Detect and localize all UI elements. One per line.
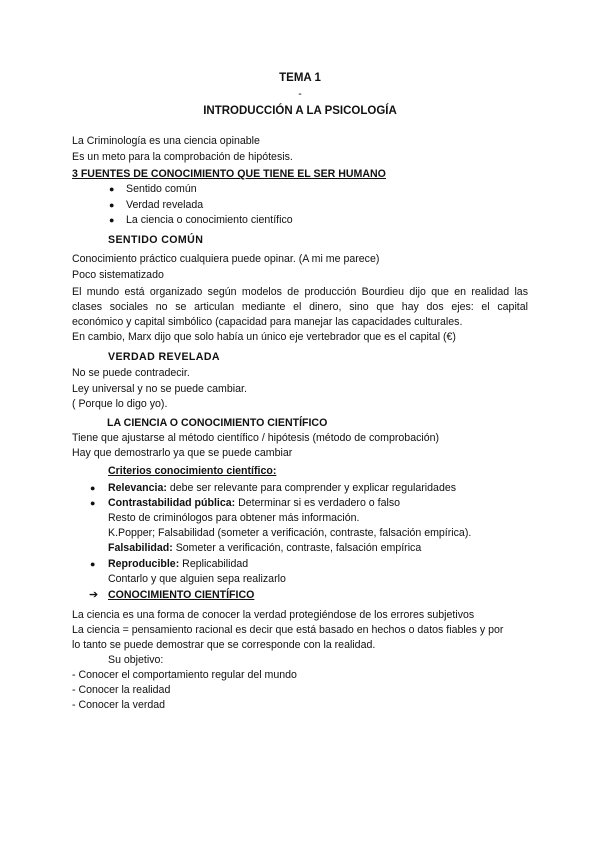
term-label: Relevancia: <box>108 482 167 494</box>
intro-line: Es un meto para la comprobación de hipótesis. <box>72 151 293 163</box>
term-text: Determinar si es verdadero o falso <box>235 497 401 509</box>
objetivo-label: Su objetivo: <box>108 654 164 666</box>
ciencia-heading: LA CIENCIA O CONOCIMIENTO CIENTÍFICO <box>107 417 328 429</box>
bullet-icon: ● <box>90 559 96 569</box>
bullet-icon: ● <box>109 215 115 225</box>
term-text: Someter a verificación, contraste, falsación empírica <box>172 542 422 554</box>
term-text: Replicabilidad <box>179 558 249 570</box>
arrow-right-icon: ➔ <box>89 589 99 601</box>
objetivo-item: - Conocer el comportamiento regular del mundo <box>72 669 297 681</box>
bullet-icon: ● <box>109 184 115 194</box>
intro-line: La Criminología es una ciencia opinable <box>72 135 260 147</box>
term-text: debe ser relevante para comprender y explicar regularidades <box>166 482 457 494</box>
bullet-icon: ● <box>90 483 96 493</box>
title-separator: - <box>298 88 302 100</box>
paragraph-line: El mundo está organizado según modelos de producción Bourdieu dijo que en realidad las <box>72 286 528 298</box>
verdad-revelada-heading: VERDAD REVELADA <box>108 351 220 363</box>
term-label: Falsabilidad: <box>108 542 173 554</box>
list-item-relevancia <box>108 481 456 495</box>
sentido-comun-heading: SENTIDO COMÚN <box>108 234 204 246</box>
list-item: Sentido común <box>126 183 197 195</box>
text-line: Tiene que ajustarse al método científico / hipótesis (método de comprobación) <box>72 432 440 444</box>
text-line: Hay que demostrarlo ya que se puede cambiar <box>72 447 293 459</box>
text-line: Conocimiento práctico cualquiera puede opinar. (A mi me parece) <box>72 253 380 265</box>
text-line: ( Porque lo digo yo). <box>72 398 168 410</box>
text-line: Poco sistematizado <box>72 269 164 281</box>
text-line: K.Popper; Falsabilidad (someter a verificación, contraste, falsación empírica). <box>108 527 472 539</box>
list-item-contrastabilidad <box>108 496 400 510</box>
page-title: TEMA 1 <box>279 72 321 84</box>
list-item-reproducible <box>108 557 248 571</box>
criterios-heading: Criterios conocimiento científico: <box>108 465 277 477</box>
text-line: No se puede contradecir. <box>72 367 190 379</box>
objetivo-item: - Conocer la verdad <box>72 699 166 711</box>
list-item: Verdad revelada <box>126 199 204 211</box>
paragraph-line: En cambio, Marx dijo que solo había un único eje vertebrador que es el capital (€) <box>72 331 456 343</box>
objetivo-item: - Conocer la realidad <box>72 684 171 696</box>
text-line: La ciencia es una forma de conocer la verdad protegiéndose de los errores subjetivos <box>72 609 475 621</box>
paragraph-line: económico y capital simbólico (capacidad para manejar las capacidades culturales. <box>72 316 463 328</box>
text-line: Ley universal y no se puede cambiar. <box>72 383 247 395</box>
text-line: lo tanto se puede demostrar que se corresponde con la realidad. <box>72 639 376 651</box>
list-item: La ciencia o conocimiento científico <box>126 214 293 226</box>
page-subtitle: INTRODUCCIÓN A LA PSICOLOGÍA <box>203 105 397 117</box>
text-line: Resto de criminólogos para obtener más información. <box>108 512 360 524</box>
bullet-icon: ● <box>90 498 96 508</box>
bullet-icon: ● <box>109 200 115 210</box>
term-label: Contrastabilidad pública: <box>108 497 236 509</box>
text-line: Contarlo y que alguien sepa realizarlo <box>108 573 286 585</box>
falsabilidad-line <box>108 541 421 555</box>
paragraph-line: clases sociales no se articulan mediante el dinero, sino que hay dos ejes: el capital <box>72 301 528 313</box>
fuentes-heading: 3 FUENTES DE CONOCIMIENTO QUE TIENE EL SER HUMANO <box>72 168 386 180</box>
conocimiento-cientifico-heading: CONOCIMIENTO CIENTÍFICO <box>108 589 255 601</box>
text-line: La ciencia = pensamiento racional es decir que está basado en hechos o datos fiables y por <box>72 624 504 636</box>
term-label: Reproducible: <box>108 558 180 570</box>
